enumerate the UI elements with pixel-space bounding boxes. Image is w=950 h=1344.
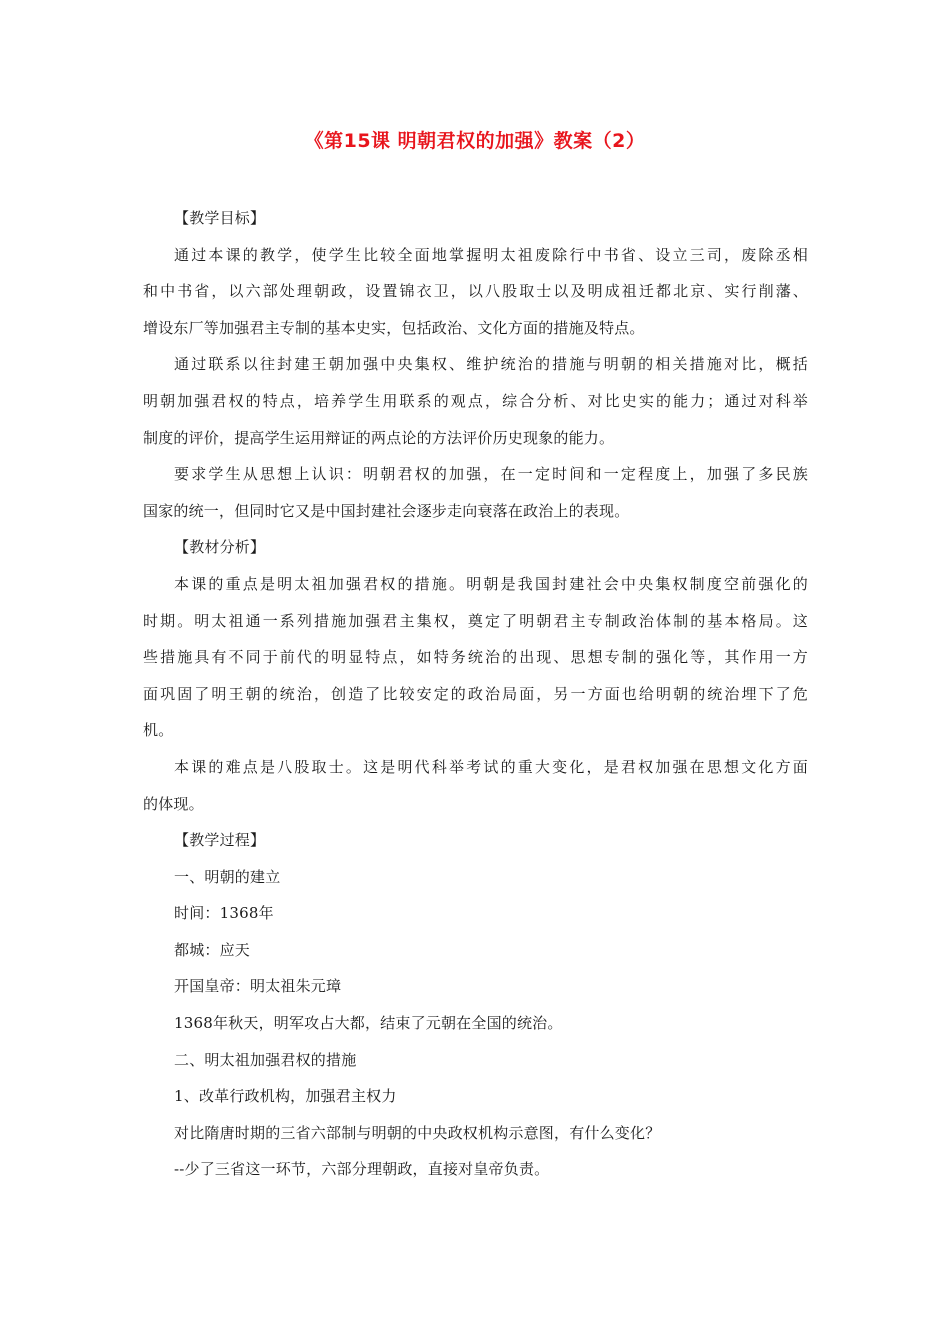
text-line: 1368年秋天，明军攻占大都，结束了元朝在全国的统治。 — [174, 1014, 563, 1033]
document-body — [143, 200, 808, 1188]
text-line: 的体现。 — [143, 794, 204, 813]
text-line: 些措施具有不同于前代的明显特点，如特务统治的出现、思想专制的强化等，其作用一方 — [143, 648, 808, 667]
text-line: 制度的评价，提高学生运用辩证的两点论的方法评价历史现象的能力。 — [143, 428, 615, 447]
text-line: 面巩固了明王朝的统治，创造了比较安定的政治局面，另一方面也给明朝的统治埋下了危 — [143, 684, 808, 703]
text-line: 对比隋唐时期的三省六部制与明朝的中央政权机构示意图，有什么变化？ — [174, 1123, 661, 1142]
text-line: --少了三省这一环节，六部分理朝政，直接对皇帝负责。 — [174, 1160, 550, 1179]
text-line: 【教材分析】 — [174, 538, 266, 557]
text-line: 和中书省，以六部处理朝政，设置锦衣卫，以八股取士以及明成祖迁都北京、实行削藩、 — [143, 282, 808, 301]
text-line: 1、改革行政机构，加强君主权力 — [174, 1087, 397, 1106]
text-line: 二、明太祖加强君权的措施 — [174, 1050, 357, 1069]
text-line: 明朝加强君权的特点，培养学生用联系的观点，综合分析、对比史实的能力；通过对科举 — [143, 391, 808, 410]
text-line: 开国皇帝：明太祖朱元璋 — [174, 977, 342, 996]
text-line: 本课的重点是明太祖加强君权的措施。明朝是我国封建社会中央集权制度空前强化的 — [174, 574, 808, 593]
text-line: 一、明朝的建立 — [174, 867, 281, 886]
text-line: 机。 — [143, 721, 174, 740]
text-line: 时期。明太祖通一系列措施加强君主集权，奠定了明朝君主专制政治体制的基本格局。这 — [143, 611, 808, 630]
text-line: 本课的难点是八股取士。这是明代科举考试的重大变化，是君权加强在思想文化方面 — [174, 757, 808, 776]
text-line: 通过联系以往封建王朝加强中央集权、维护统治的措施与明朝的相关措施对比，概括 — [174, 355, 808, 374]
text-line: 都城：应天 — [174, 940, 251, 959]
text-line: 增设东厂等加强君主专制的基本史实，包括政治、文化方面的措施及特点。 — [143, 318, 645, 337]
text-line: 【教学过程】 — [174, 831, 266, 850]
text-line: 【教学目标】 — [174, 209, 266, 227]
document-title: 《第15课 明朝君权的加强》教案（2） — [304, 130, 646, 152]
text-line: 时间：1368年 — [174, 904, 274, 923]
text-line: 要求学生从思想上认识：明朝君权的加强，在一定时间和一定程度上，加强了多民族 — [174, 465, 808, 484]
text-line: 通过本课的教学，使学生比较全面地掌握明太祖废除行中书省、设立三司，废除丞相 — [174, 245, 808, 264]
text-line: 国家的统一，但同时它又是中国封建社会逐步走向衰落在政治上的表现。 — [143, 501, 630, 520]
